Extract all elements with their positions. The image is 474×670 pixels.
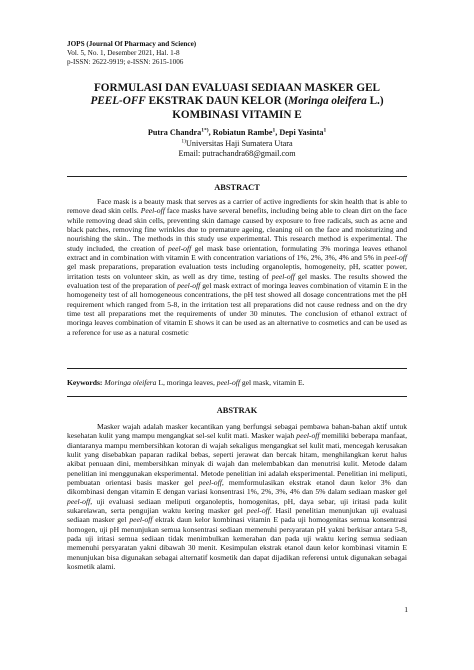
affiliation-mark: 1) [181,137,186,144]
abstrak-text-segment: Masker wajah adalah masker kecantikan yang berfungsi sebagai pembawa bahan-bahan aktif untuk kesehatan kulit yang mampu mengangkat sel-sel kulit mati. Masker wajah [67,422,407,441]
abstrak-italic-term: peel-off [296,431,320,441]
author-name: , Depi Yasinta [275,128,324,137]
journal-name: JOPS (Journal Of Pharmacy and Science) [67,40,197,48]
divider-middle [67,368,407,369]
journal-header [67,40,407,68]
affiliation-text: Universitas Haji Sumatera Utara [185,138,293,148]
journal-issn: p-ISSN: 2622-9919; e-ISSN: 2615-1006 [67,58,184,67]
abstrak-italic-term: peel-off [67,496,91,506]
abstrak-heading: ABSTRAK [216,406,258,415]
title-species: Moringa oleifera [288,95,367,108]
author-email: Email: putrachandra68@gmail.com [178,149,296,159]
title-segment: EKSTRAK DAUN KELOR ( [145,95,289,108]
author-affiliation-mark: 1 [272,127,276,134]
paper-title [40,82,434,122]
title-segment: L.) [366,95,384,108]
author-affiliation-mark: 1*) [201,127,209,134]
page-number: 1 [404,605,408,614]
title-line-2 [40,95,434,108]
abstract-text-segment: gel mask preparations, preparation evaluation tests including organoleptis, homogeneity, pH, scatter power, irritation tests on volunteer skin, as well as dry time, testing of [67,262,407,281]
keyword-species: Moringa oleifera [104,378,157,387]
abstract-italic-term: Peel-off [140,206,165,216]
abstrak-text-segment: . Hasil penelitian menunjukan uji evaluasi sediaan masker gel [67,506,407,525]
abstract-text-segment: gel mask base orientation, formulating 3% moringa leaves ethanol extract and in combination with vitamin E with concentration variations of 1%, 2%, 3%, 4% and 5% in [67,243,407,263]
author-affiliation-mark: 1 [323,127,327,134]
keyword-text: gel mask, vitamin E. [239,378,305,387]
author-names [40,128,434,139]
abstract-heading: ABSTRACT [214,183,260,192]
keyword-text: L, moringa leaves, [156,378,217,387]
abstrak-text-segment: , memformulasikan ekstrak etanol daun kelor 3% dan dikombinasi dengan vitamin E dengan variasi konsentrasi 1%, 2%, 3%, 4% dan 5% dalam sediaan masker gel [67,478,407,497]
abstract-text-segment: face masks have several benefits, including being able to clean dirt on the face while removing dead skin cells, preventing skin damage caused by exposure to free radicals, such as acne and black patches, removing fine wrinkles due to premature ageing, cleaning oil on the face and moisturizing and nourishing the skin.. The methods in this study use experimental. This research method is experimental. The study included, the creation of [67,206,408,253]
abstract-italic-term: peel-off [168,243,192,253]
divider-top [67,176,407,177]
abstrak-text-segment: , uji evaluasi sediaan meliputi organoleptis, homogenitas, pH, daya sebar, uji iritasi pada kulit sukarelawan, serta pengujian waktu kering masker gel [67,496,407,516]
abstrak-text-segment: memiliki beberapa manfaat, diantaranya mampu membersihkan kotoran di wajah sekaligus mengangkat sel kulit mati, mencegah kerusakan kulit yang disebabkan paparan radikal bebas, seperti jerawat dan bercak hitam, menghilangkan kerut halus akibat penuaan dini, membersihkan minyak di wajah dan melembabkan dan menutrisi kulit. Metode dalam penelitian ini menggunakan eksperimental. Metode penelitian ini adalah eksperimental. Penelitian ini meliputi, pembuatan orientasi basis masker gel [67,431,407,488]
author-affiliation [40,139,434,150]
abstract-english-text [67,197,407,337]
title-line-1: FORMULASI DAN EVALUASI SEDIAAN MASKER GEL [93,82,381,94]
divider-bottom [67,396,407,397]
abstract-italic-term: peel-off [383,253,407,263]
abstract-italic-term: peel-off [177,281,201,291]
abstrak-italic-term: peel-off [246,506,270,516]
abstract-text-segment: gel mask extract of moringa leaves combination of vitamin E in the homogeneity test of all homogeneous concentrations, the pH test showed all dosage concentrations met the pH requirement which ranged from 5-8, in the irritation test all preparations did not cause redness and on the dry time test all preparations met the requirements of under 30 minutes. The conclusion of ethanol extract of moringa leaves combination of vitamin E shows it can be used as an alternative to cosmetics and can be used as a reference for use as a natural cosmetic [67,281,407,337]
author-block [40,128,434,160]
abstrak-italic-term: peel-off [129,515,153,525]
author-name: Putra Chandra [147,128,202,137]
abstrak-text-segment: ektrak daun kelor kombinasi vitamin E pada uji homogenitas semua konsentrasi homogen, uji pH menunjukan semua konsentrasi sediaan memenuhi persyaratan pH yakni berkisar antara 5-8, pada uji iritasi semua sediaan tidak menimbulkan kemerahan dan pada uji waktu kering semua sediaan memenuhi persyaratan yakni dibawah 30 menit. Kesimpulan ekstrak etanol daun kelor kombinasi vitamin E menunjukan bisa digunakan sebagai alternatif kosmetik dan dapat dijadikan referensi untuk digunakan sebagai kosmetik alami. [67,515,408,572]
keyword-peel-off: peel-off [216,378,240,387]
title-line-3: KOMBINASI VITAMIN E [172,108,302,121]
journal-volume: Vol. 5, No. 1, Desember 2021, Hal. 1-8 [67,49,180,58]
abstrak-italic-term: peel-off [198,478,222,488]
abstract-text-segment: Face mask is a beauty mask that serves as a carrier of active ingredients for skin health that is able to remove dead skin cells. [67,197,407,216]
keywords-label: Keywords: [67,378,103,387]
keywords-line [67,378,407,387]
title-peel-off: PEEL-OFF [90,95,146,108]
abstract-italic-term: peel-off [271,271,295,281]
abstract-text-segment: gel masks. The results showed the evaluation test of the preparation of [67,271,408,291]
author-name: , Robiatun Rambe [208,128,273,137]
abstract-indonesian-text [67,422,407,572]
